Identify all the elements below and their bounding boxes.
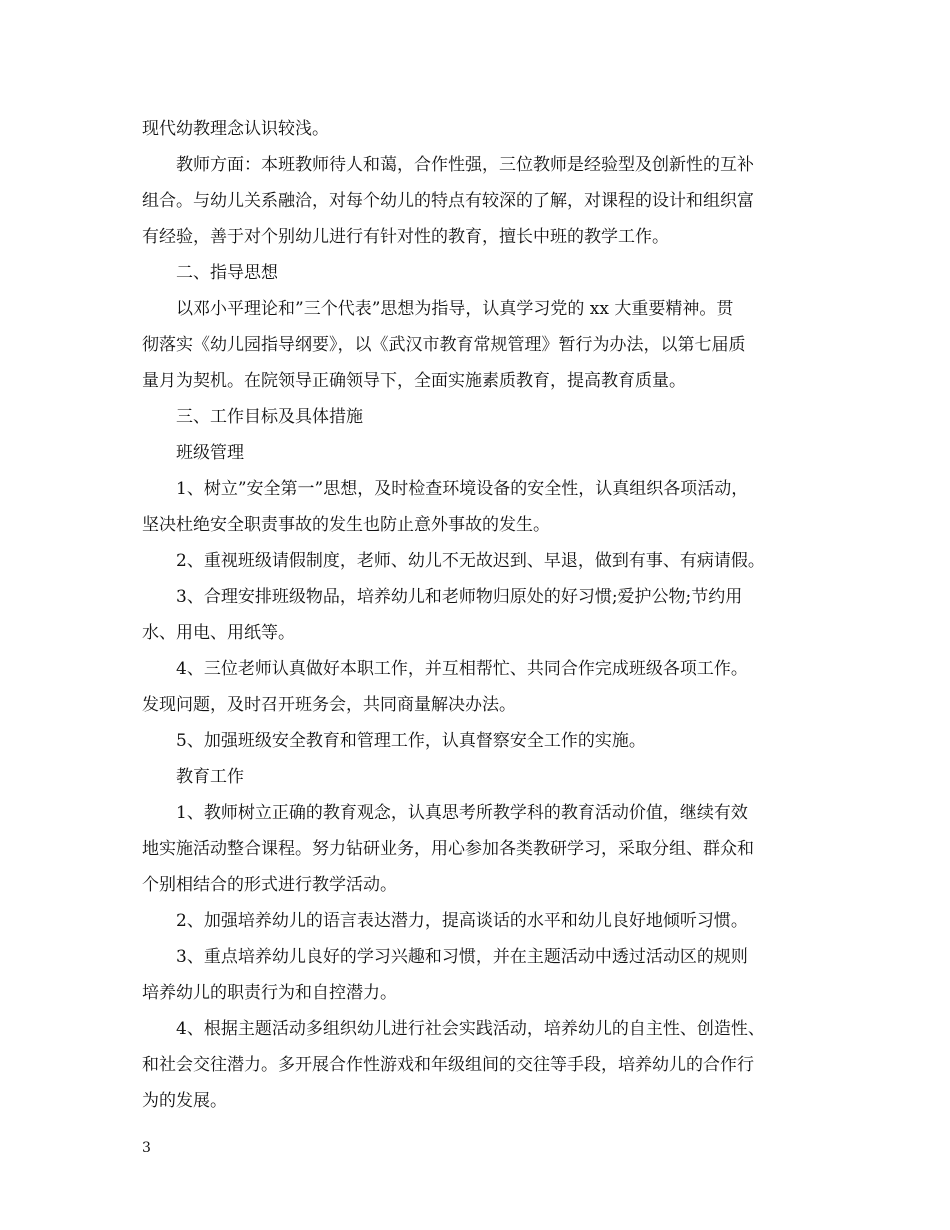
text-line: 地实施活动整合课程。努力钻研业务，用心参加各类教研学习，采取分组、群众和 (142, 839, 754, 859)
text-line: 彻落实《幼儿园指导纲要》，以《武汉市教育常规管理》暂行为办法，以第七届质 (142, 335, 746, 355)
text-line: 3、合理安排班级物品，培养幼儿和老师物归原处的好习惯;爱护公物;节约用 (176, 587, 743, 607)
text-line: 培养幼儿的职责行为和自控潜力。 (142, 983, 397, 1003)
text-line: 水、用电、用纸等。 (142, 623, 295, 643)
text-line: 2、重视班级请假制度，老师、幼儿不无故迟到、早退，做到有事、有病请假。 (176, 551, 765, 571)
subsection-heading: 教育工作 (176, 767, 244, 787)
text-line: 1、教师树立正确的教育观念，认真思考所教学科的教育活动价值，继续有效 (176, 803, 748, 823)
text-line: 教师方面：本班教师待人和蔼，合作性强，三位教师是经验型及创新性的互补 (176, 155, 754, 175)
text-line: 4、三位老师认真做好本职工作，并互相帮忙、共同合作完成班级各项工作。 (176, 659, 748, 679)
text-line: 组合。与幼儿关系融洽，对每个幼儿的特点有较深的了解，对课程的设计和组织富 (142, 191, 754, 211)
text-line: 现代幼教理念认识较浅。 (142, 119, 329, 139)
text-line: 4、根据主题活动多组织幼儿进行社会实践活动，培养幼儿的自主性、创造性、 (176, 1019, 765, 1039)
text-line: 个别相结合的形式进行教学活动。 (142, 875, 397, 895)
text-line: 2、加强培养幼儿的语言表达潜力，提高谈话的水平和幼儿良好地倾听习惯。 (176, 911, 748, 931)
text-line: 3、重点培养幼儿良好的学习兴趣和习惯，并在主题活动中透过活动区的规则 (176, 947, 748, 967)
subsection-heading: 班级管理 (176, 443, 244, 463)
section-heading: 三、工作目标及具体措施 (176, 407, 363, 427)
section-heading: 二、指导思想 (176, 263, 278, 283)
text-line: 有经验，善于对个别幼儿进行有针对性的教育，擅长中班的教学工作。 (142, 227, 669, 247)
text-line: 量月为契机。在院领导正确领导下，全面实施素质教育，提高教育质量。 (142, 371, 686, 391)
text-line: 为的发展。 (142, 1091, 227, 1111)
text-line: 以邓小平理论和”三个代表”思想为指导，认真学习党的 xx 大重要精神。贯 (176, 299, 734, 319)
text-line: 发现问题，及时召开班务会，共同商量解决办法。 (142, 695, 516, 715)
text-line: 5、加强班级安全教育和管理工作，认真督察安全工作的实施。 (176, 731, 646, 751)
text-line: 坚决杜绝安全职责事故的发生也防止意外事故的发生。 (142, 515, 550, 535)
text-line: 1、树立”安全第一”思想，及时检查环境设备的安全性，认真组织各项活动， (176, 479, 749, 499)
page-number: 3 (142, 1140, 151, 1156)
text-line: 和社会交往潜力。多开展合作性游戏和年级组间的交往等手段，培养幼儿的合作行 (142, 1055, 754, 1075)
